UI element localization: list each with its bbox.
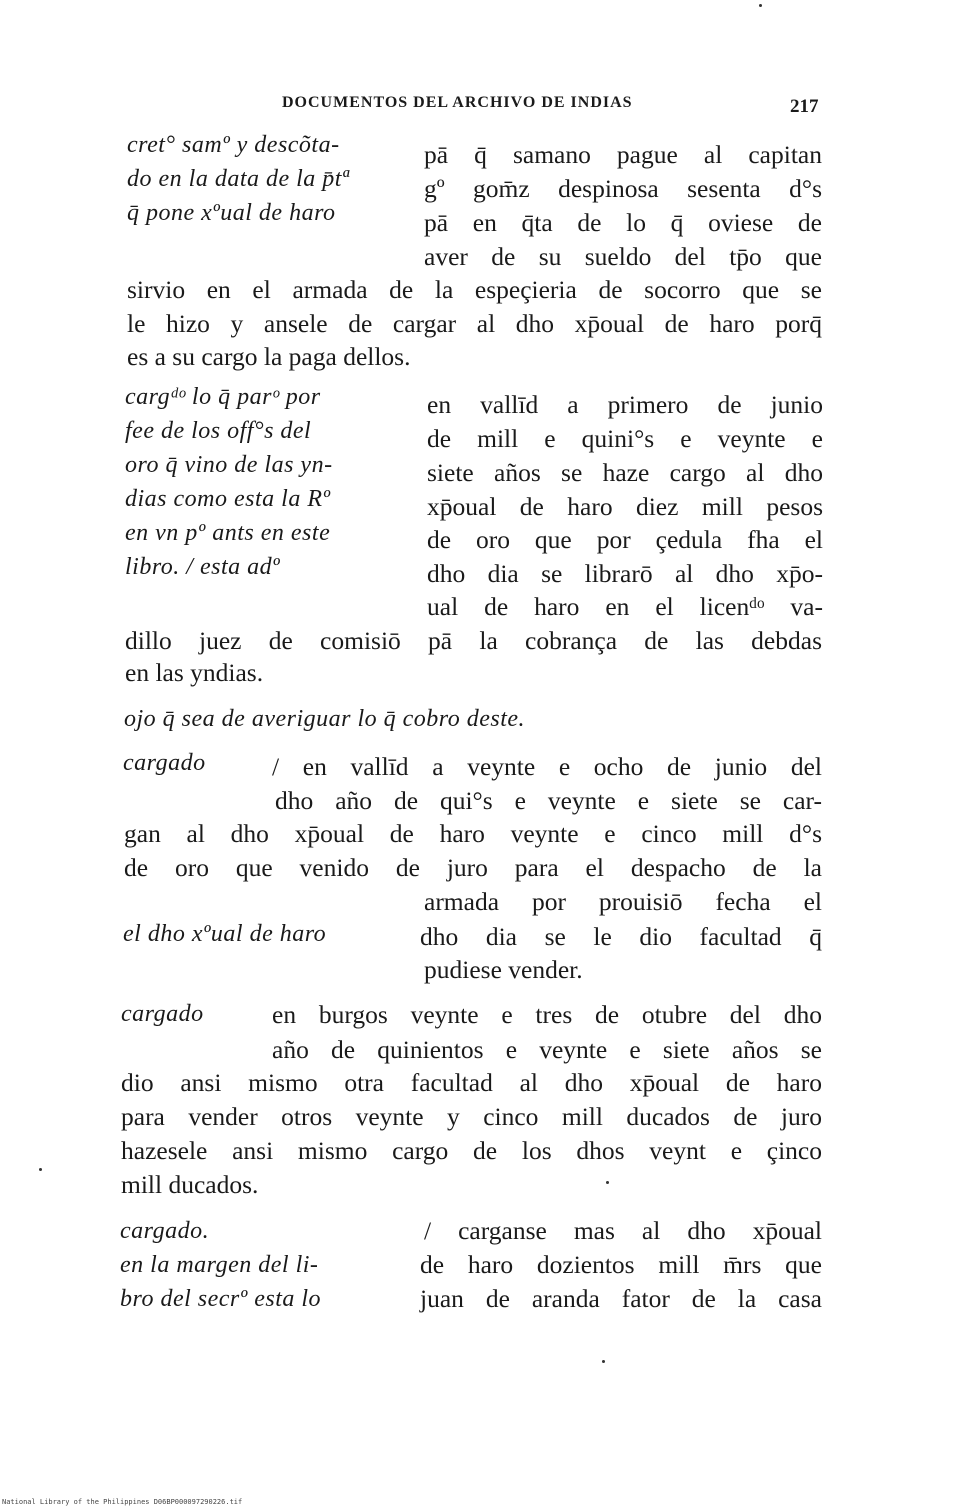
page-number: 217	[790, 96, 819, 117]
margin-note: q̄ pone xºual de haro	[127, 200, 336, 226]
margin-note: en vn pº ants en este	[125, 520, 331, 546]
scan-speck	[759, 4, 762, 7]
text-line: en burgos veynte e tres de otubre del dho	[272, 1000, 822, 1029]
text-line: dho dia se le dio facultad q̄	[420, 922, 822, 951]
margin-note: cargado	[123, 750, 206, 776]
margin-note: cret° samº y descõta-	[127, 132, 340, 158]
text-line: para vender otros veynte y cinco mill ducados de juro	[121, 1102, 822, 1131]
text-line: de oro que por çedula fha el	[427, 525, 823, 554]
margin-note: el dho xºual de haro	[123, 921, 327, 947]
text-line: es a su cargo la paga dellos.	[127, 342, 411, 371]
text-line: dillo juez de comisiō pā la cobrança de las debdas	[125, 626, 822, 655]
text-line: gº gom̄z despinosa sesenta d°s	[424, 174, 822, 203]
text-line: gan al dho xp̄oual de haro veynte e cinco mill d°s	[124, 819, 822, 848]
text-line: pā en q̄ta de lo q̄ oviese de	[424, 208, 822, 237]
margin-note: ojo q̄ sea de averiguar lo q̄ cobro deste.	[124, 706, 526, 732]
margin-note: do en la data de la p̄tª	[127, 166, 350, 192]
scan-speck	[39, 1168, 42, 1171]
margin-note: oro q̄ vino de las yn-	[125, 452, 333, 478]
text-line: xp̄oual de haro diez mill pesos	[427, 492, 823, 521]
scan-speck	[602, 1360, 605, 1363]
text-line: de haro dozientos mill m̄rs que	[420, 1250, 822, 1279]
margin-note: bro del secrº esta lo	[120, 1286, 322, 1312]
scan-speck	[606, 1181, 609, 1184]
text-line: mill ducados.	[121, 1170, 259, 1199]
text-line: año de quinientos e veynte e siete años se	[272, 1035, 822, 1064]
text-line: le hizo y ansele de cargar al dho xp̄oual de haro porq̄	[127, 309, 822, 338]
margin-note: cargado.	[120, 1218, 210, 1244]
text-line: / en vallīd a veynte e ocho de junio del	[272, 752, 822, 781]
text-line: dio ansi mismo otra facultad al dho xp̄oual de haro	[121, 1068, 822, 1097]
text-line: dho dia se librarō al dho xp̄o-	[427, 559, 823, 588]
margin-note: fee de los off°s del	[125, 418, 312, 444]
text-line: pā q̄ samano pague al capitan	[424, 140, 822, 169]
margin-note: en la margen del li-	[120, 1252, 319, 1278]
margin-note: cargado	[121, 1001, 204, 1027]
text-line: sirvio en el armada de la espeçieria de socorro que se	[127, 275, 822, 304]
text-line: armada por prouisiō fecha el	[424, 887, 822, 916]
text-line: aver de su sueldo del tp̄o que	[424, 242, 822, 271]
margin-note: cargᵈᵒ lo q̄ parᵒ por	[125, 384, 321, 410]
text-line: hazesele ansi mismo cargo de los dhos veynt e çinco	[121, 1136, 822, 1165]
text-line: ual de haro en el licenᵈᵒ va-	[427, 592, 823, 621]
margin-note: libro. / esta adº	[125, 554, 281, 580]
margin-note: dias como esta la Rº	[125, 486, 331, 512]
running-header: DOCUMENTOS DEL ARCHIVO DE INDIAS	[282, 94, 633, 111]
text-line: juan de aranda fator de la casa	[420, 1284, 822, 1313]
scan-footer: National Library of the Philippines D06BP000097290226.tif	[2, 1498, 243, 1506]
text-line: en las yndias.	[125, 658, 264, 687]
text-line: / carganse mas al dho xp̄oual	[424, 1216, 822, 1245]
text-line: pudiese vender.	[424, 955, 583, 984]
text-line: siete años se haze cargo al dho	[427, 458, 823, 487]
text-line: de mill e quini°s e veynte e	[427, 424, 823, 453]
text-line: en vallīd a primero de junio	[427, 390, 823, 419]
text-line: dho año de qui°s e veynte e siete se car-	[275, 786, 822, 815]
text-line: de oro que venido de juro para el despacho de la	[124, 853, 822, 882]
